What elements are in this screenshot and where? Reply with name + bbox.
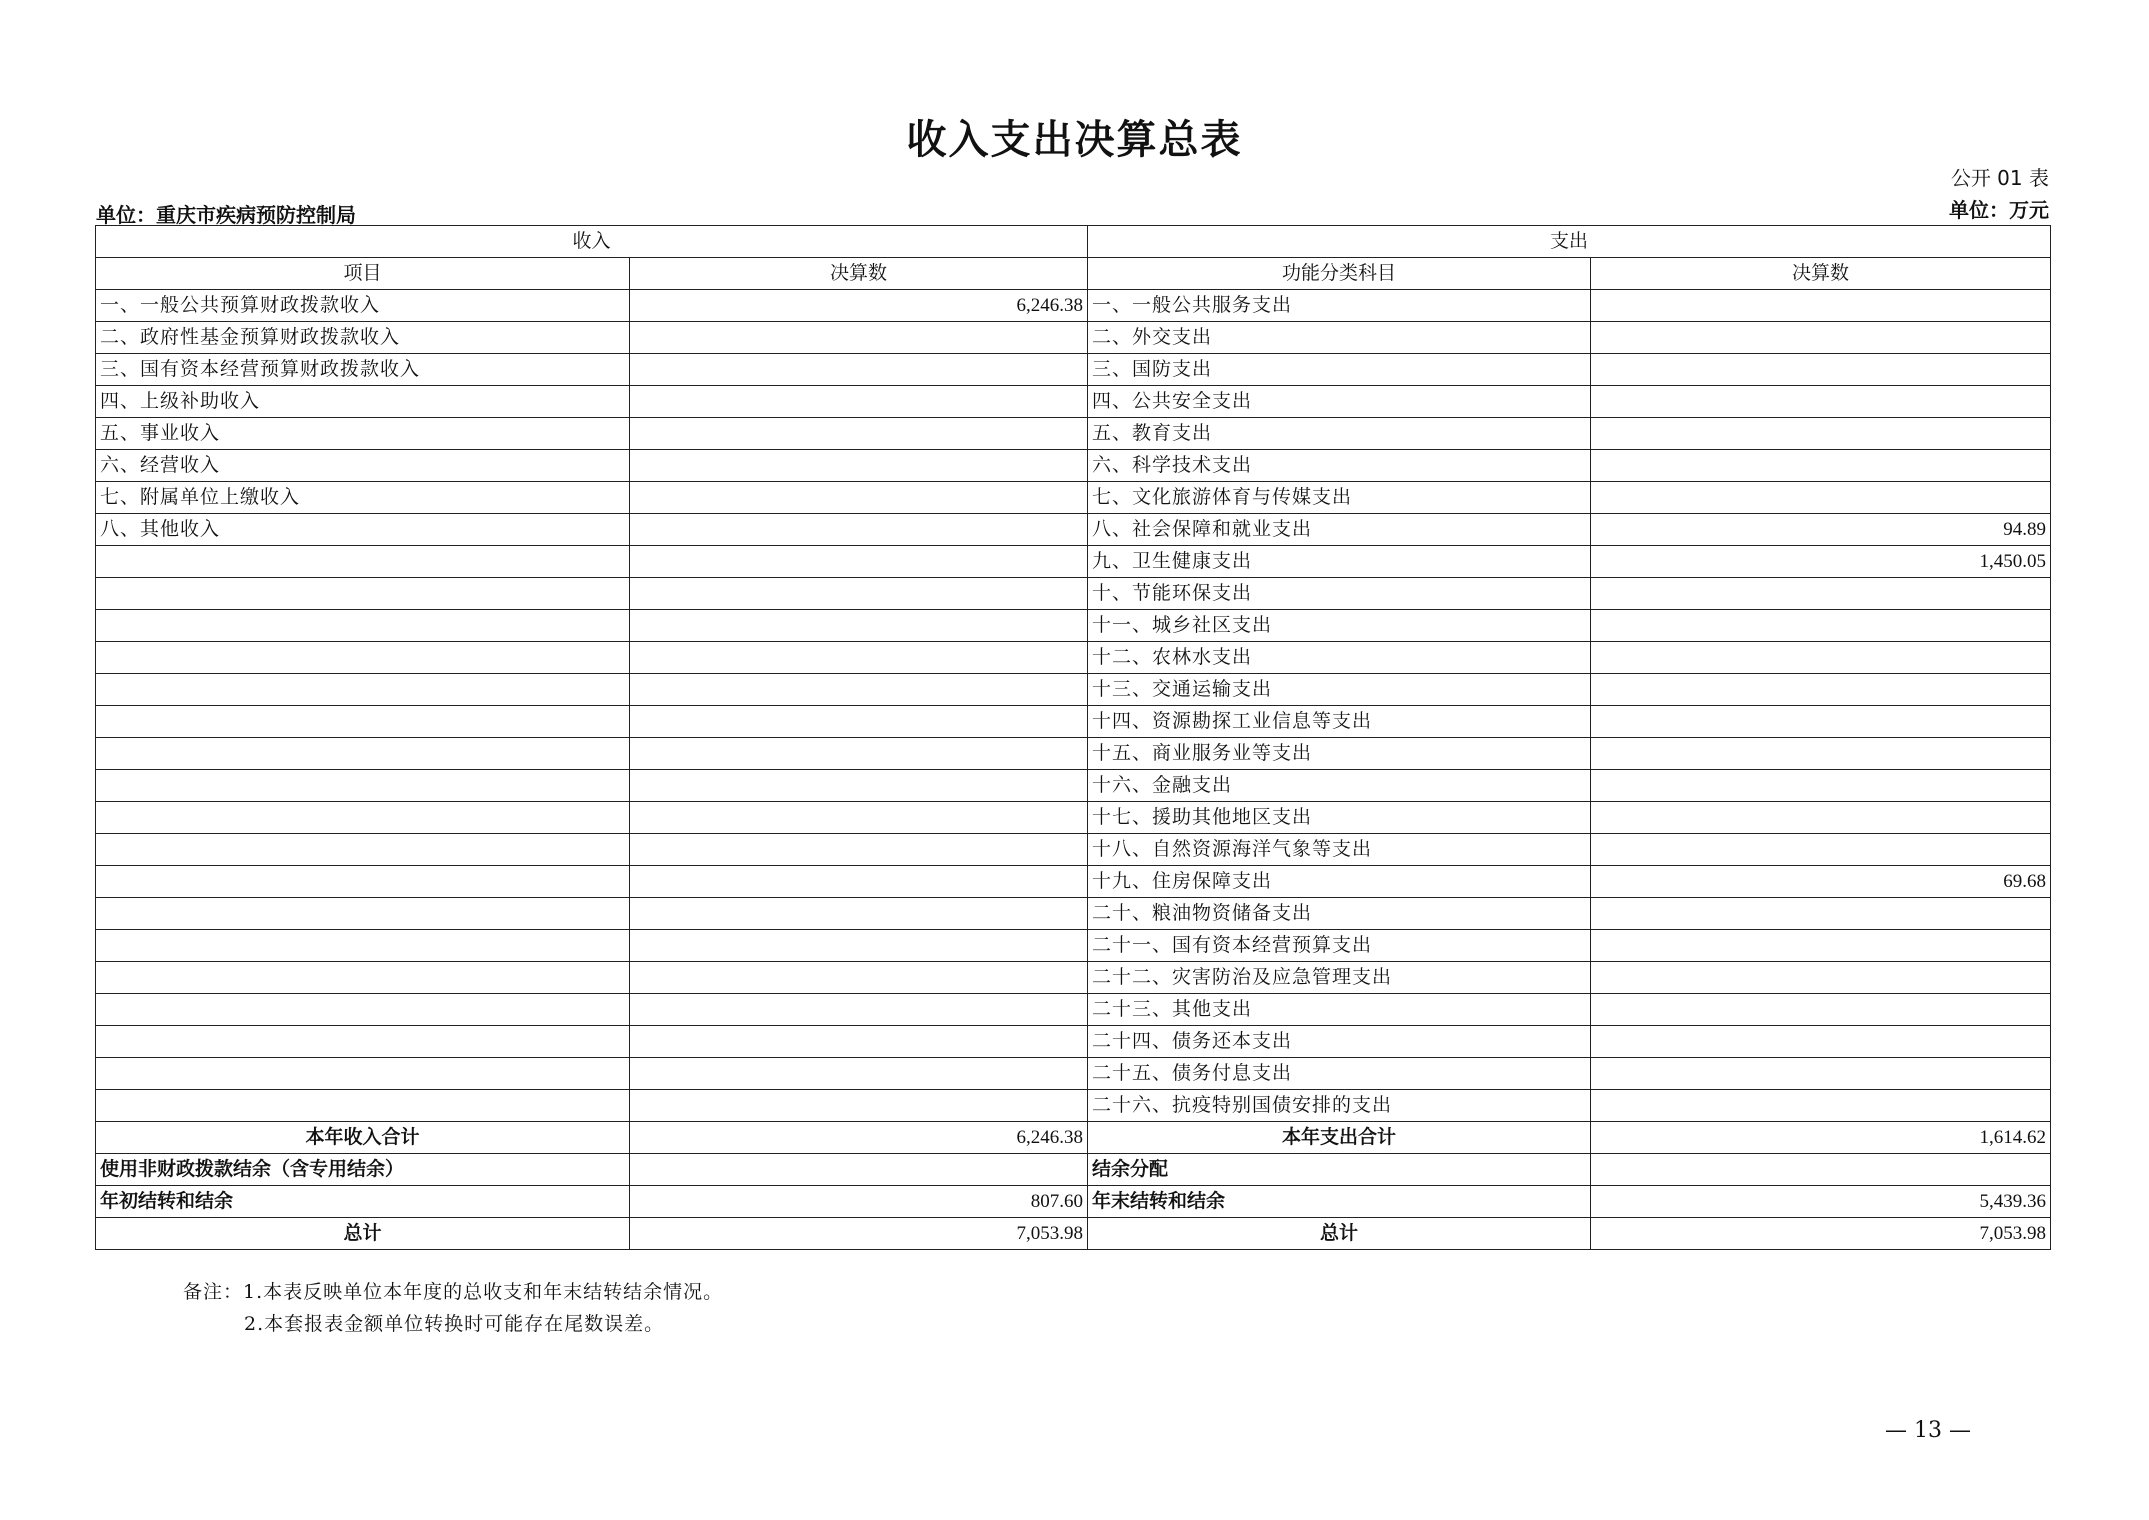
table-row (96, 1090, 2051, 1122)
income-item-label: 七、附属单位上缴收入 (96, 482, 630, 514)
income-amount (630, 322, 1088, 354)
income-amount (630, 962, 1088, 994)
expense-item-label: 二十五、债务付息支出 (1088, 1058, 1591, 1090)
income-amount (630, 546, 1088, 578)
income-item-label (96, 962, 630, 994)
expense-item-label: 二十三、其他支出 (1088, 994, 1591, 1026)
expense-item-label: 十九、住房保障支出 (1088, 866, 1591, 898)
table-row (96, 578, 2051, 610)
summary-expense-label: 年末结转和结余 (1088, 1186, 1591, 1218)
table-row (96, 322, 2051, 354)
table-row (96, 898, 2051, 930)
income-amount: 6,246.38 (630, 290, 1088, 322)
expense-item-label: 八、社会保障和就业支出 (1088, 514, 1591, 546)
income-item-label: 三、国有资本经营预算财政拨款收入 (96, 354, 630, 386)
expense-amount (1591, 674, 2051, 706)
income-item-label (96, 930, 630, 962)
table-row (96, 1026, 2051, 1058)
income-amount (630, 1090, 1088, 1122)
summary-row (96, 1218, 2051, 1250)
summary-expense-label: 总计 (1088, 1218, 1591, 1250)
expense-item-label: 十三、交通运输支出 (1088, 674, 1591, 706)
table-row (96, 290, 2051, 322)
table-row (96, 994, 2051, 1026)
income-amount (630, 578, 1088, 610)
income-item-label (96, 994, 630, 1026)
expense-amount (1591, 578, 2051, 610)
expense-amount: 1,450.05 (1591, 546, 2051, 578)
expense-amount (1591, 1026, 2051, 1058)
summary-income-amount (630, 1154, 1088, 1186)
income-amount (630, 642, 1088, 674)
summary-row (96, 1154, 2051, 1186)
summary-expense-amount: 5,439.36 (1591, 1186, 2051, 1218)
expense-amount (1591, 450, 2051, 482)
expense-item-label: 四、公共安全支出 (1088, 386, 1591, 418)
table-header-row-1 (96, 226, 2051, 258)
income-item-label (96, 866, 630, 898)
table-row (96, 546, 2051, 578)
expense-amount (1591, 962, 2051, 994)
expense-item-label: 十四、资源勘探工业信息等支出 (1088, 706, 1591, 738)
expense-item-label: 六、科学技术支出 (1088, 450, 1591, 482)
table-row (96, 610, 2051, 642)
income-item-label (96, 642, 630, 674)
summary-row (96, 1122, 2051, 1154)
expense-item-label: 十七、援助其他地区支出 (1088, 802, 1591, 834)
summary-expense-amount (1591, 1154, 2051, 1186)
unit-organization: 单位：重庆市疾病预防控制局 (96, 203, 356, 227)
expense-amount: 69.68 (1591, 866, 2051, 898)
table-row (96, 706, 2051, 738)
income-item-label (96, 706, 630, 738)
expense-item-label: 五、教育支出 (1088, 418, 1591, 450)
summary-income-label: 总计 (96, 1218, 630, 1250)
table-row (96, 386, 2051, 418)
expense-amount (1591, 994, 2051, 1026)
income-amount (630, 738, 1088, 770)
expense-item-label: 十二、农林水支出 (1088, 642, 1591, 674)
income-amount (630, 994, 1088, 1026)
table-row (96, 642, 2051, 674)
summary-row (96, 1186, 2051, 1218)
expense-amount (1591, 1058, 2051, 1090)
income-amount (630, 418, 1088, 450)
table-row (96, 1058, 2051, 1090)
income-amount (630, 514, 1088, 546)
table-header-row-2 (96, 258, 2051, 290)
note-line-2: 2.本套报表金额单位转换时可能存在尾数误差。 (244, 1313, 665, 1335)
expense-amount (1591, 418, 2051, 450)
expense-amount (1591, 834, 2051, 866)
table-row (96, 482, 2051, 514)
expense-amount (1591, 930, 2051, 962)
income-amount (630, 482, 1088, 514)
expense-item-label: 二、外交支出 (1088, 322, 1591, 354)
income-item-label (96, 578, 630, 610)
expense-item-label: 二十一、国有资本经营预算支出 (1088, 930, 1591, 962)
expense-amount (1591, 738, 2051, 770)
expense-item-label: 二十、粮油物资储备支出 (1088, 898, 1591, 930)
expense-amount (1591, 610, 2051, 642)
income-item-label (96, 1026, 630, 1058)
income-item-label: 四、上级补助收入 (96, 386, 630, 418)
expense-amount: 94.89 (1591, 514, 2051, 546)
unit-currency: 单位：万元 (1949, 198, 2049, 222)
expense-amount (1591, 642, 2051, 674)
income-item-label: 一、一般公共预算财政拨款收入 (96, 290, 630, 322)
expense-item-label: 十八、自然资源海洋气象等支出 (1088, 834, 1591, 866)
summary-expense-label: 结余分配 (1088, 1154, 1591, 1186)
income-amount (630, 674, 1088, 706)
table-row (96, 450, 2051, 482)
expense-amount-column-header: 决算数 (1591, 258, 2051, 290)
table-row (96, 418, 2051, 450)
function-category-column-header: 功能分类科目 (1088, 258, 1591, 290)
income-amount (630, 706, 1088, 738)
expense-amount (1591, 898, 2051, 930)
table-row (96, 930, 2051, 962)
expense-amount (1591, 482, 2051, 514)
expense-amount (1591, 706, 2051, 738)
expense-item-label: 十一、城乡社区支出 (1088, 610, 1591, 642)
summary-income-label: 使用非财政拨款结余（含专用结余） (96, 1154, 630, 1186)
income-item-label: 五、事业收入 (96, 418, 630, 450)
expense-item-label: 九、卫生健康支出 (1088, 546, 1591, 578)
expense-amount (1591, 322, 2051, 354)
expense-amount (1591, 290, 2051, 322)
expense-item-label: 一、一般公共服务支出 (1088, 290, 1591, 322)
expense-item-label: 十五、商业服务业等支出 (1088, 738, 1591, 770)
income-amount (630, 1058, 1088, 1090)
note-line-1: 备注：1.本表反映单位本年度的总收支和年末结转结余情况。 (183, 1281, 724, 1303)
income-item-label: 六、经营收入 (96, 450, 630, 482)
income-amount (630, 386, 1088, 418)
expense-item-label: 十六、金融支出 (1088, 770, 1591, 802)
income-item-label (96, 802, 630, 834)
table-row (96, 770, 2051, 802)
income-item-label: 八、其他收入 (96, 514, 630, 546)
income-amount (630, 450, 1088, 482)
income-amount (630, 354, 1088, 386)
expense-amount (1591, 386, 2051, 418)
table-row (96, 866, 2051, 898)
table-row (96, 738, 2051, 770)
income-amount-column-header: 决算数 (630, 258, 1088, 290)
table-row (96, 514, 2051, 546)
table-row (96, 802, 2051, 834)
summary-expense-amount: 7,053.98 (1591, 1218, 2051, 1250)
income-item-label (96, 1090, 630, 1122)
income-item-label (96, 770, 630, 802)
income-amount (630, 866, 1088, 898)
expense-amount (1591, 354, 2051, 386)
summary-income-label: 本年收入合计 (96, 1122, 630, 1154)
summary-expense-amount: 1,614.62 (1591, 1122, 2051, 1154)
expense-amount (1591, 1090, 2051, 1122)
summary-expense-label: 本年支出合计 (1088, 1122, 1591, 1154)
page-title: 收入支出决算总表 (906, 117, 1243, 163)
income-amount (630, 610, 1088, 642)
table-row (96, 962, 2051, 994)
expense-item-label: 十、节能环保支出 (1088, 578, 1591, 610)
item-column-header: 项目 (96, 258, 630, 290)
income-item-label (96, 898, 630, 930)
income-item-label (96, 738, 630, 770)
expense-item-label: 三、国防支出 (1088, 354, 1591, 386)
expense-amount (1591, 770, 2051, 802)
income-amount (630, 802, 1088, 834)
income-amount (630, 770, 1088, 802)
summary-income-amount: 807.60 (630, 1186, 1088, 1218)
expense-item-label: 二十六、抗疫特别国债安排的支出 (1088, 1090, 1591, 1122)
summary-income-label: 年初结转和结余 (96, 1186, 630, 1218)
expense-item-label: 七、文化旅游体育与传媒支出 (1088, 482, 1591, 514)
income-header: 收入 (96, 226, 1088, 258)
expense-item-label: 二十四、债务还本支出 (1088, 1026, 1591, 1058)
summary-income-amount: 7,053.98 (630, 1218, 1088, 1250)
table-row (96, 674, 2051, 706)
income-amount (630, 930, 1088, 962)
table-row (96, 354, 2051, 386)
expense-amount (1591, 802, 2051, 834)
table-body (96, 290, 2051, 1250)
income-amount (630, 834, 1088, 866)
income-amount (630, 1026, 1088, 1058)
income-item-label (96, 674, 630, 706)
summary-income-amount: 6,246.38 (630, 1122, 1088, 1154)
income-item-label (96, 834, 630, 866)
income-item-label (96, 546, 630, 578)
income-item-label (96, 610, 630, 642)
form-number: 公开 01 表 (1950, 166, 2049, 190)
income-item-label: 二、政府性基金预算财政拨款收入 (96, 322, 630, 354)
expense-item-label: 二十二、灾害防治及应急管理支出 (1088, 962, 1591, 994)
income-amount (630, 898, 1088, 930)
income-item-label (96, 1058, 630, 1090)
table-row (96, 834, 2051, 866)
page-number: — 13 — (1885, 1418, 1971, 1443)
income-expense-table (95, 225, 2051, 1250)
expense-header: 支出 (1088, 226, 2051, 258)
